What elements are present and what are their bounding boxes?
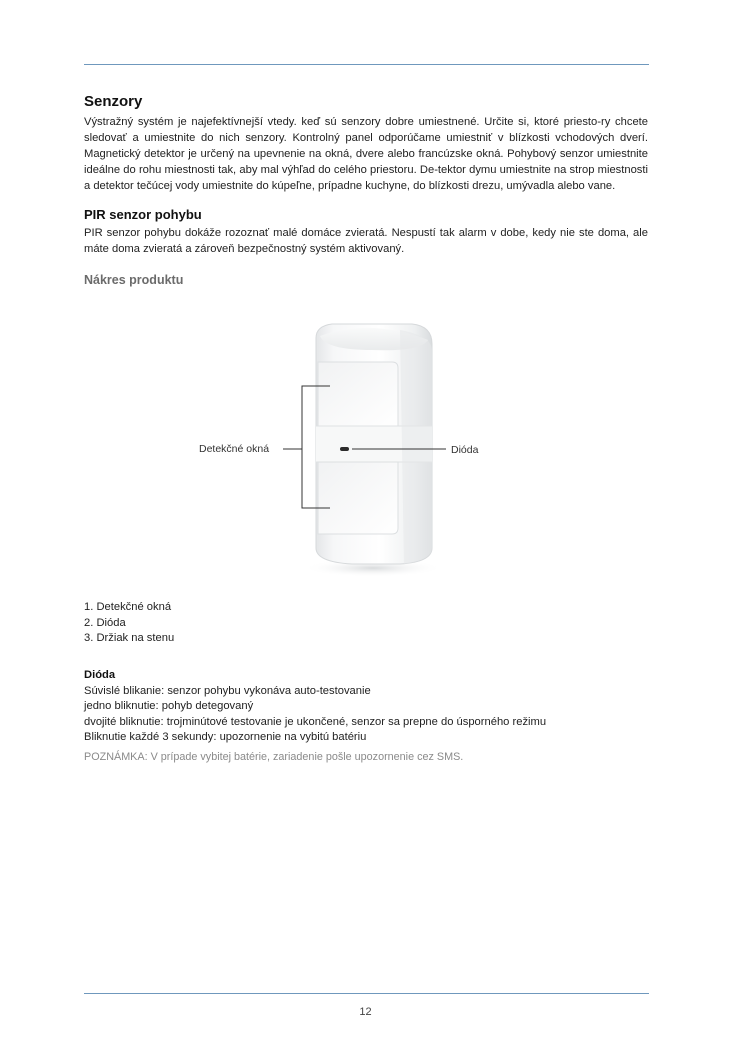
- led-icon: [340, 447, 349, 451]
- senzory-paragraph: Výstražný systém je najefektívnejší vtedy. keď sú senzory dobre umiestnené. Určite si, ktoré priesto-ry chcete sledovať a umiestnite do nich senzory. Kontrolný panel odporúčame umiestniť v blízkosti vchodových dverí. Magnetický detektor je určený na upevnenie na okná, dvere alebo francúzske okná. Pohybový senzor umiestnite ideálne do rohu miestnosti tak, aby mal výhľad do celého priestoru. De-tektor dymu umiestnite na strop miestnosti a detektor tečúcej vody umiestnite do kúpeľne, prípadne kuchyne, do blízkosti drezu, umývadla alebo vane.: [84, 116, 648, 192]
- diode-line: jedno bliknutie: pohyb detegovaný: [84, 700, 254, 712]
- diode-line: dvojité bliknutie: trojminútové testovanie je ukončené, senzor sa prepne do úsporného režimu: [84, 715, 547, 728]
- section-title-senzory: Senzory: [84, 93, 143, 110]
- diode-section: [84, 668, 649, 765]
- label-diode: Dióda: [451, 444, 479, 456]
- diode-line: Bliknutie každé 3 sekundy: upozornenie na vybitú batériu: [84, 731, 367, 743]
- section-title-pir: PIR senzor pohybu: [84, 207, 202, 222]
- bottom-divider: [84, 993, 649, 994]
- battery-note: POZNÁMKA: V prípade vybitej batérie, zariadenie pošle upozornenie cez SMS.: [84, 750, 464, 763]
- drawing-title: Nákres produktu: [84, 273, 184, 287]
- label-detection-windows: Detekčné okná: [199, 443, 270, 455]
- diode-line: Súvislé blikanie: senzor pohybu vykonáva auto-testovanie: [84, 684, 371, 697]
- list-item: 2. Dióda: [84, 616, 126, 629]
- page-number: 12: [359, 1006, 372, 1018]
- pir-paragraph: PIR senzor pohybu dokáže rozoznať malé domáce zvieratá. Nespustí tak alarm v dobe, kedy nie ste doma, ale máte doma zvieratá a zároveň bezpečnostný systém aktivovaný.: [84, 227, 648, 255]
- diode-title: Dióda: [84, 669, 116, 681]
- list-item: 3. Držiak na stenu: [84, 632, 175, 644]
- list-item: 1. Detekčné okná: [84, 601, 172, 613]
- parts-list: [84, 600, 174, 647]
